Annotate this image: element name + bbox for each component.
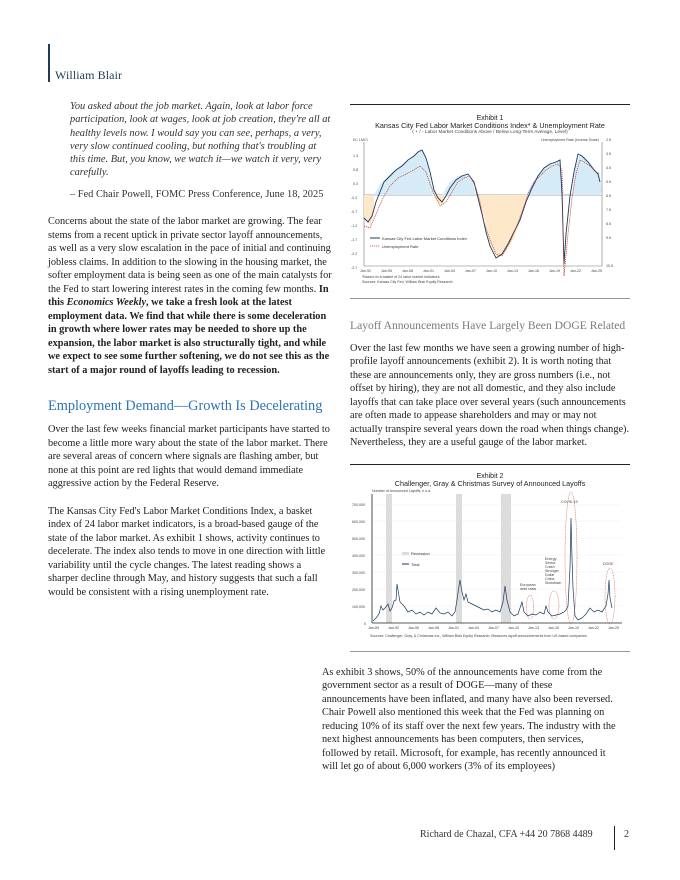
exhibit-1-note: *Based on a basket of 24 labor market indicators xyxy=(362,275,440,279)
exhibit-1-number: Exhibit 1 xyxy=(476,115,504,122)
legend-lmci: Kansas City Fed Labor Market Conditions Index xyxy=(382,236,467,241)
svg-text:Jan-25: Jan-25 xyxy=(591,269,602,273)
svg-text:Jan-98: Jan-98 xyxy=(428,625,439,630)
svg-text:Jan-89: Jan-89 xyxy=(368,625,379,630)
exhibit-2-x-ticks xyxy=(368,626,619,630)
exhibit-2-chart xyxy=(350,488,630,648)
exhibit-2 xyxy=(350,464,630,652)
svg-text:-0.7: -0.7 xyxy=(351,210,358,214)
footer-divider xyxy=(614,826,615,850)
footer-author-contact: Richard de Chazal, CFA +44 20 7868 4489 xyxy=(420,829,593,840)
exhibit-1-x-ticks xyxy=(360,269,602,273)
svg-text:-1.2: -1.2 xyxy=(351,224,358,228)
intro-bold-text xyxy=(48,284,329,376)
exhibit-2-y-label: Number of Announced Layoffs, n.s.a. xyxy=(372,488,432,493)
svg-text:700,000: 700,000 xyxy=(352,502,365,507)
left-axis-label: KC LMCI xyxy=(353,138,368,142)
svg-text:Jan-98: Jan-98 xyxy=(402,269,413,273)
exhibit-1-source: Sources: Kansas City Fed, William Blair Equity Research xyxy=(362,280,453,284)
svg-text:0: 0 xyxy=(364,621,366,626)
svg-text:1.3: 1.3 xyxy=(353,154,358,158)
right-column xyxy=(322,100,630,774)
svg-text:Jan-01: Jan-01 xyxy=(448,625,459,630)
publication-name: Economics Weekly xyxy=(66,297,147,309)
svg-text:Jan-95: Jan-95 xyxy=(381,269,392,273)
left-axis-ticks xyxy=(351,154,358,270)
exhibit-2-y-ticks xyxy=(352,503,366,626)
brand-name: William Blair xyxy=(55,68,123,82)
exhibit-1 xyxy=(350,104,630,299)
svg-text:400,000: 400,000 xyxy=(352,553,365,558)
svg-text:Jan-95: Jan-95 xyxy=(408,625,419,630)
svg-text:Jan-92: Jan-92 xyxy=(360,269,371,273)
svg-text:-0.2: -0.2 xyxy=(351,196,358,200)
svg-text:6.5: 6.5 xyxy=(606,194,611,198)
svg-text:0.3: 0.3 xyxy=(353,182,358,186)
svg-text:5.5: 5.5 xyxy=(606,180,611,184)
svg-text:Jan-92: Jan-92 xyxy=(388,625,399,630)
svg-text:Jan-16: Jan-16 xyxy=(548,625,559,630)
svg-text:-2.7: -2.7 xyxy=(351,266,358,270)
svg-text:7.5: 7.5 xyxy=(606,208,611,212)
exhibit-1-title: Kansas City Fed Labor Market Conditions Index* & Unemployment Rate xyxy=(375,121,605,130)
layoffs-total-series xyxy=(373,518,612,621)
section1-paragraph-2: The Kansas City Fed's Labor Market Conditions Index, a basket index of 24 labor market indicators, is a broad-based gauge of the state of the labor market. As exhibit 1 shows, activity continues to decelerate. The index also tends to move in one direction with little variability until the cycle changes. The latest reading shows a sharper decline through May, and history suggests that such a fall would be consistent with a rising unemployment rate. xyxy=(48,505,326,598)
quote-attribution: – Fed Chair Powell, FOMC Press Conference, June 18, 2025 xyxy=(70,188,324,200)
svg-text:Jan-22: Jan-22 xyxy=(588,625,599,630)
svg-text:Jan-04: Jan-04 xyxy=(468,625,479,630)
exhibit-1-chart xyxy=(350,136,630,286)
section-heading-employment-demand: Employment Demand—Growth Is Decelerating xyxy=(48,398,323,415)
page-number: 2 xyxy=(624,829,629,840)
svg-text:Jan-19: Jan-19 xyxy=(549,269,560,273)
powell-quote: You asked about the job market. Again, look at labor force participation, look at wages, look at job creation, they're all at healthy levels now. I would say you can see, perhaps, a very, very slow continued cooling, but nothing that's troubling at this time. But, you know, we watch it—we watch it very, very carefully. xyxy=(70,101,331,179)
exhibit-2-source: Sources: Challenger, Gray, & Christmas Inc., William Blair Equity Research; Measures layoff announcements from US-based companies xyxy=(370,633,587,638)
right-axis-ticks xyxy=(606,138,613,268)
exhibit-1-subtitle: ( + / - Labor Market Conditions Above / Below Long-Term Average, Level) xyxy=(412,130,568,135)
svg-text:-2.2: -2.2 xyxy=(351,252,358,256)
svg-text:2.5: 2.5 xyxy=(606,138,611,142)
exhibit-2-number: Exhibit 2 xyxy=(476,472,504,480)
svg-text:600,000: 600,000 xyxy=(352,519,365,524)
svg-text:Jan-01: Jan-01 xyxy=(423,269,434,273)
legend-unemployment: Unemployment Rate xyxy=(382,244,419,249)
svg-text:0.8: 0.8 xyxy=(353,168,358,172)
section-heading-layoff-announcements: Layoff Announcements Have Largely Been DOGE Related xyxy=(350,319,626,332)
right-axis-label: Unemployment Rate (Inverse Scale) xyxy=(541,138,599,142)
annotation-energy-crash: Energy Sector Crash Stronger Dollar China Slowdown xyxy=(545,556,562,585)
svg-text:Jan-10: Jan-10 xyxy=(486,269,497,273)
svg-text:Jan-19: Jan-19 xyxy=(568,625,579,630)
annotation-european-debt: European debt crisis xyxy=(520,582,537,591)
svg-text:200,000: 200,000 xyxy=(352,587,365,592)
svg-text:Jan-13: Jan-13 xyxy=(528,625,539,630)
svg-text:100,000: 100,000 xyxy=(352,604,365,609)
svg-text:10.5: 10.5 xyxy=(606,264,613,268)
intro-bold-b: , we take a fresh look at the latest employment data. We find that while there is some deceleration in growth where lower rates may be needed to shore up the expansion, the labor market is also structurally tight, and while we expect to see some further softening, we do not see this as the start of a major round of layoffs leading to recession. xyxy=(48,297,330,376)
svg-text:4.5: 4.5 xyxy=(606,166,611,170)
svg-text:300,000: 300,000 xyxy=(352,570,365,575)
svg-text:Jan-22: Jan-22 xyxy=(570,269,581,273)
svg-text:Jan-25: Jan-25 xyxy=(608,625,619,630)
svg-text:-1.7: -1.7 xyxy=(351,238,358,242)
section2-paragraph-1: Over the last few months we have seen a growing number of high-profile layoff announcements (exhibit 2). It is worth noting that these are announcements only, they are gross numbers (i.e., not offset by hiring), they are not all domestic, and they also include layoffs that can take place over several years (such announcements are often made to appease shareholders and may or may not actually transpire several years down the road when things change). Nevertheless, they are a useful gauge of the labor market. xyxy=(350,342,630,448)
svg-text:9.5: 9.5 xyxy=(606,236,611,240)
brand-accent-bar xyxy=(48,44,50,82)
intro-bold-a: In this xyxy=(48,283,329,309)
svg-text:Jan-16: Jan-16 xyxy=(528,269,539,273)
svg-text:Jan-07: Jan-07 xyxy=(465,269,476,273)
annotation-doge: DOGE xyxy=(603,561,614,566)
legend-recession: Recession xyxy=(411,550,430,556)
svg-text:500,000: 500,000 xyxy=(352,536,365,541)
section1-paragraph-1: Over the last few weeks financial market participants have started to become a little more wary about the state of the labor market. There are several areas of concern where signals are flashing amber, but none at this point are red lights that would demand immediate aggressive action by the Federal Reserve. xyxy=(48,424,330,490)
svg-text:Jan-10: Jan-10 xyxy=(508,625,519,630)
intro-paragraph xyxy=(48,215,333,377)
intro-plain-text: Concerns about the state of the labor market are growing. The fear stems from a recent uptick in private sector layoff announcements, as well as a very slow escalation in the pace of initial and continuing jobless claims. In addition to the slowing in the housing market, the softer employment data is being seen as one of the main catalysts for the Fed to start lowering interest rates in the coming few months. xyxy=(48,216,332,295)
svg-text:Jan-04: Jan-04 xyxy=(444,269,455,273)
svg-text:Jan-07: Jan-07 xyxy=(488,625,499,630)
section2-paragraph-2: As exhibit 3 shows, 50% of the announcements have come from the government sector as a result of DOGE—many of these announcements have been inflated, and many have also been reversed. Chair Powell also mentioned this week that the Fed was planning on reducing 10% of its staff over the next few years. The industry with the next highest announcements has been computers, then services, followed by retail. Microsoft, for example, has recently announced it will let go of about 6,000 workers (3% of its employees) xyxy=(322,666,616,772)
exhibit-2-title: Challenger, Gray & Christmas Survey of Announced Layoffs xyxy=(394,478,586,488)
legend-total: Total xyxy=(411,561,420,567)
svg-text:8.5: 8.5 xyxy=(606,222,611,226)
svg-text:3.5: 3.5 xyxy=(606,152,611,156)
annotation-covid: COVID-19 xyxy=(561,499,578,504)
left-column xyxy=(48,100,333,599)
svg-text:Jan-13: Jan-13 xyxy=(507,269,518,273)
